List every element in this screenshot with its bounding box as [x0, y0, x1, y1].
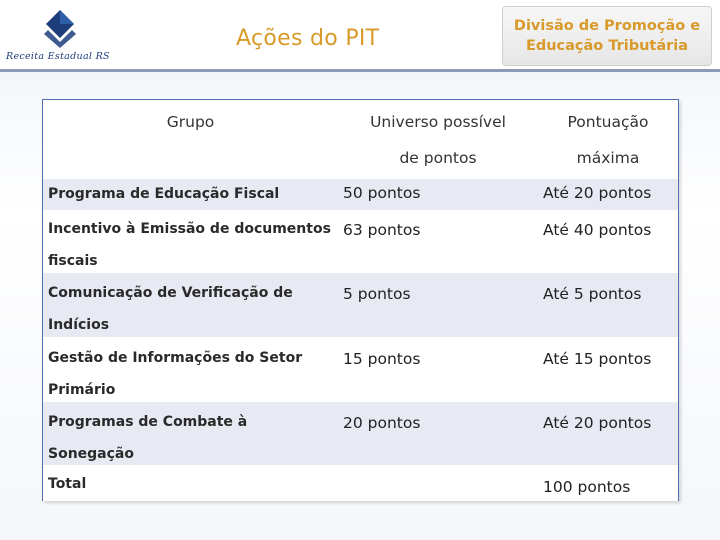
row-total-label: Total — [48, 476, 87, 492]
row-group-name — [48, 213, 338, 277]
row-pontuacao: Até 20 pontos — [543, 184, 652, 202]
header-grupo: Grupo — [166, 113, 215, 131]
row-group-name-line-1: Incentivo à Emissão de documentos — [48, 221, 331, 237]
row-group-name — [48, 177, 338, 211]
table-row-total — [43, 465, 678, 501]
row-universo: 50 pontos — [343, 184, 421, 202]
header-universo-line-2: de pontos — [399, 149, 477, 167]
row-group-name — [48, 277, 338, 341]
row-group-name-line-2: Primário — [48, 382, 116, 398]
table-row — [43, 401, 678, 465]
row-universo: 20 pontos — [343, 414, 421, 432]
row-pontuacao: Até 5 pontos — [543, 285, 642, 303]
division-box — [502, 6, 712, 66]
row-pontuacao: Até 40 pontos — [543, 221, 652, 239]
table-row — [43, 337, 678, 401]
table-row — [43, 272, 678, 337]
row-total-pontuacao: 100 pontos — [543, 478, 631, 496]
receita-estadual-logo — [4, 4, 116, 66]
row-pontuacao: Até 20 pontos — [543, 414, 652, 432]
header-universo-line-1: Universo possível — [370, 113, 506, 131]
row-group-name-line-1: Gestão de Informações do Setor — [48, 350, 303, 366]
row-group-name — [48, 406, 338, 470]
row-group-name — [48, 342, 338, 406]
logo-diamond-icon — [40, 8, 80, 48]
table-row — [43, 210, 678, 272]
row-universo: 63 pontos — [343, 221, 421, 239]
row-pontuacao: Até 15 pontos — [543, 350, 652, 368]
row-group-name-line-1: Programa de Educação Fiscal — [48, 186, 280, 202]
row-group-name-line-2: Indícios — [48, 317, 110, 333]
page-title: Ações do PIT — [236, 26, 380, 51]
division-line-1: Divisão de Promoção e — [513, 18, 701, 34]
row-universo: 15 pontos — [343, 350, 421, 368]
table-row — [43, 178, 678, 210]
row-group-name-line-1: Comunicação de Verificação de — [48, 285, 293, 301]
row-group-name-line-2: fiscais — [48, 253, 98, 269]
division-line-2: Educação Tributária — [525, 38, 689, 54]
row-universo: 5 pontos — [343, 285, 411, 303]
header-pontuacao-line-2: máxima — [576, 149, 640, 167]
table-header-row — [43, 100, 678, 178]
pit-actions-table — [42, 99, 679, 501]
row-group-name-line-1: Programas de Combate à Sonegação — [48, 414, 248, 462]
logo-text: Receita Estadual RS — [6, 51, 110, 62]
header-bar — [0, 0, 720, 72]
header-pontuacao-line-1: Pontuação — [567, 113, 649, 131]
